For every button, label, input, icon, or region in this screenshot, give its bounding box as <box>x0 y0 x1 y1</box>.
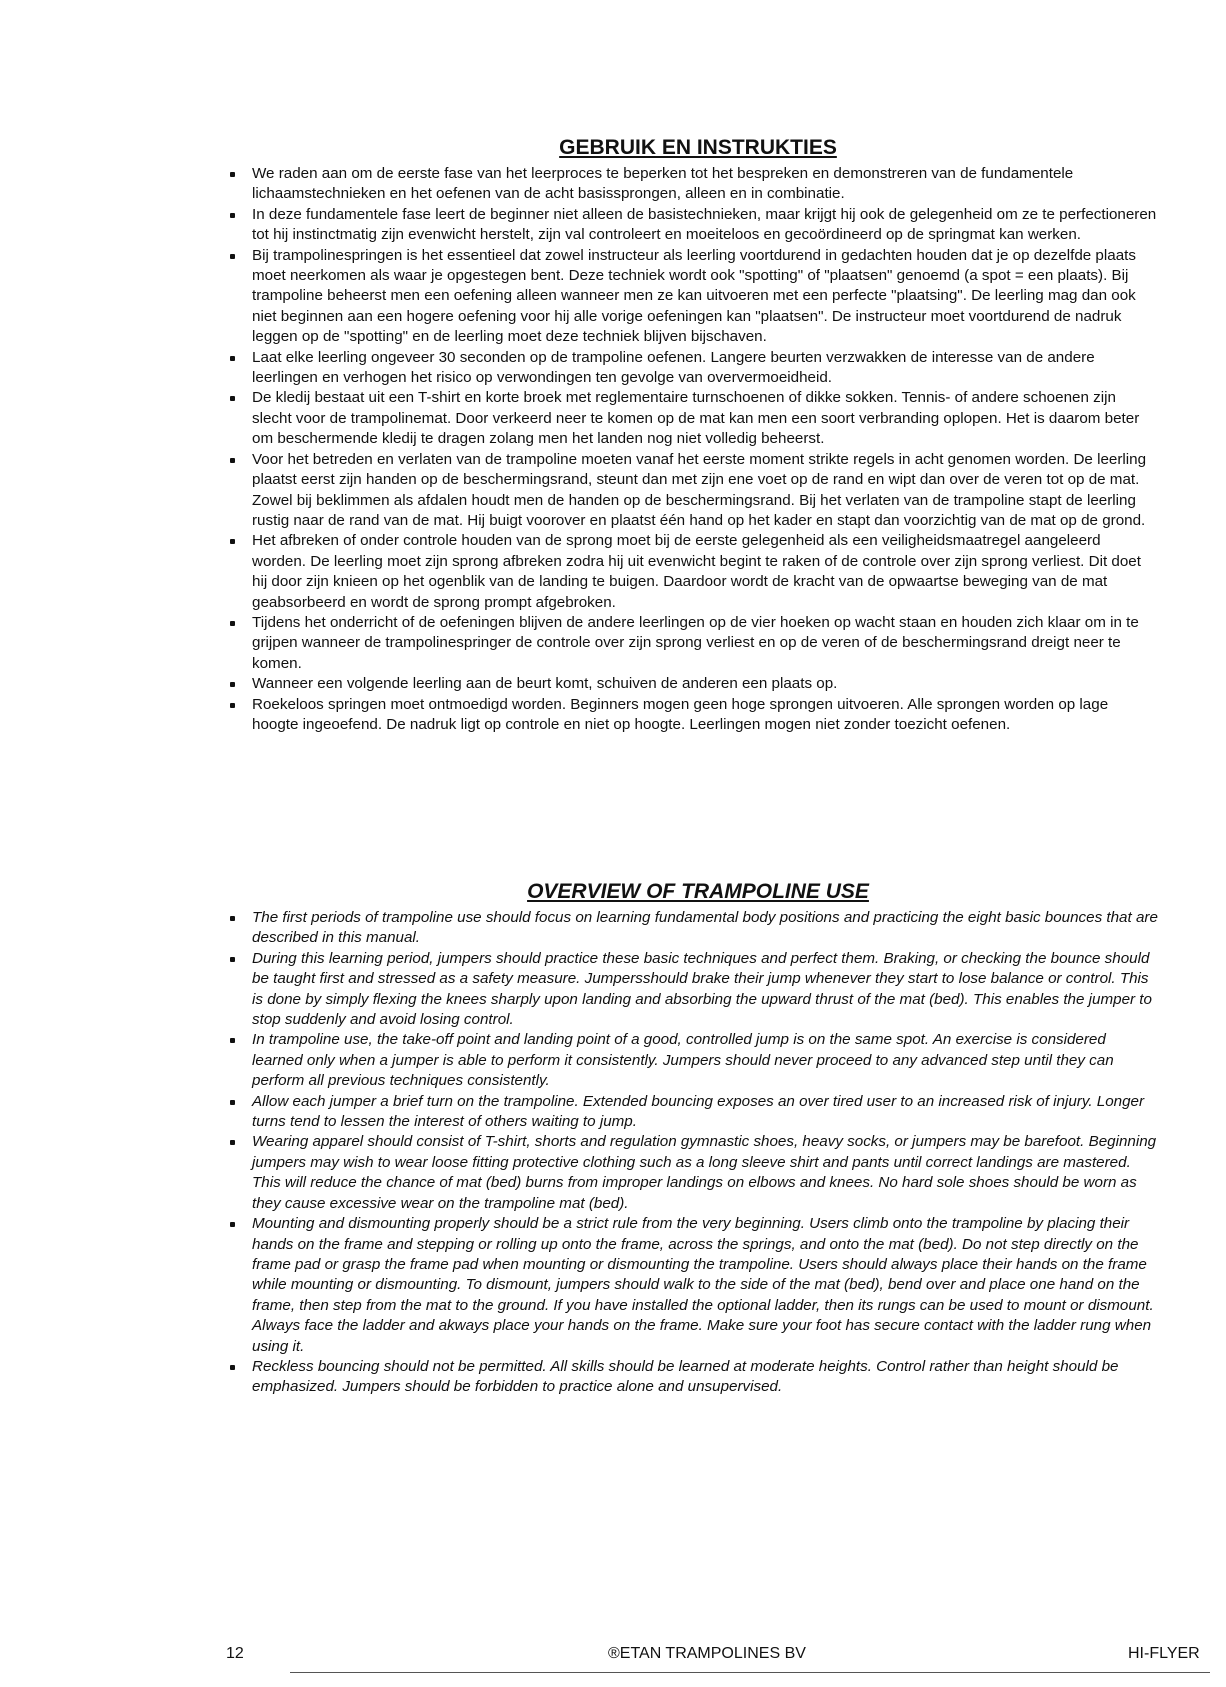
bullet-icon <box>230 621 235 626</box>
list-item: Tijdens het onderricht of de oefeningen blijven de andere leerlingen op de vier hoeken op wacht staan en houden zich klaar om in te grijpen wanneer de trampolinespringer de controle over zijn sprong verliest en op de veren of de beschermingsrand dreigt neer te komen. <box>218 613 1158 674</box>
list-item: De kledij bestaat uit een T-shirt en korte broek met reglementaire turnschoenen of dikke sokken. Tennis- of andere schoenen zijn slecht voor de trampolinemat. Door verkeerd neer te komen op de mat kan men een soort verbranding oplopen. Het is daarom beter om beschermende kledij te dragen zolang men het landen nog niet volledig beheerst. <box>218 388 1158 449</box>
bullet-icon <box>230 682 235 687</box>
bullet-icon <box>230 703 235 708</box>
list-item: Laat elke leerling ongeveer 30 seconden op de trampoline oefenen. Langere beurten verzwakken de interesse van de andere leerlingen en verhogen het risico op verwondingen ten gevolge van oververmoeidheid. <box>218 348 1158 389</box>
bullet-icon <box>230 458 235 463</box>
list-item: Reckless bouncing should not be permitted. All skills should be learned at moderate heights. Control rather than height should be emphasized. Jumpers should be forbidden to practice alone and unsupervised. <box>218 1357 1158 1398</box>
bullet-list-english <box>218 908 1158 1398</box>
section-english <box>218 880 1158 1398</box>
bullet-icon <box>230 1100 235 1105</box>
bullet-icon <box>230 172 235 177</box>
section-title-english: OVERVIEW OF TRAMPOLINE USE <box>527 880 869 903</box>
list-item: Voor het betreden en verlaten van de trampoline moeten vanaf het eerste moment strikte regels in acht genomen worden. De leerling plaatst eerst zijn handen op de beschermingsrand, steunt dan met zijn ene voet op de rand en wipt dan over de veren tot op de mat. Zowel bij beklimmen als afdalen houdt men de handen op de beschermingsrand. Bij het verlaten van de trampoline stapt de leerling rustig naar de rand van de mat. Hij buigt voorover en plaatst één hand op het kader en stapt dan voorzichtig van de mat op de grond. <box>218 450 1158 532</box>
list-item: Wearing apparel should consist of T-shirt, shorts and regulation gymnastic shoes, heavy socks, or jumpers may be barefoot. Beginning jumpers may wish to wear loose fitting protective clothing such as a long sleeve shirt and pants until correct landings are mastered. This will reduce the chance of mat (bed) burns from improper landings on elbows and knees. No hard sole shoes should be worn as they cause excessive wear on the trampoline mat (bed). <box>218 1132 1158 1214</box>
list-item: In trampoline use, the take-off point and landing point of a good, controlled jump is on the same spot. An exercise is considered learned only when a jumper is able to perform it consistently. Jumpers should never proceed to any advanced step until they can perform all previous techniques consistently. <box>218 1030 1158 1091</box>
bullet-icon <box>230 1365 235 1370</box>
list-item: During this learning period, jumpers should practice these basic techniques and perfect them. Braking, or checking the bounce should be taught first and stressed as a safety measure. Jumpersshould brake their jump whenever they start to lose balance or control. This is done by simply flexing the knees sharply upon landing and absorbing the upward thrust of the mat (bed). This enables the jumper to stop suddenly and avoid losing control. <box>218 949 1158 1031</box>
bullet-icon <box>230 539 235 544</box>
footer-divider <box>290 1672 1210 1673</box>
footer-brand: ®ETAN TRAMPOLINES BV <box>608 1645 806 1662</box>
bullet-icon <box>230 213 235 218</box>
bullet-icon <box>230 1140 235 1145</box>
bullet-icon <box>230 916 235 921</box>
list-item: Het afbreken of onder controle houden van de sprong moet bij de eerste gelegenheid als een veiligheidsmaatregel aangeleerd worden. De leerling moet zijn sprong afbreken zodra hij uit evenwicht begint te raken of de controle over zijn sprong verliest. Dit doet hij door zijn knieen op het ogenblik van de landing te buigen. Daardoor wordt de kracht van de opwaartse beweging van de mat geabsorbeerd en wordt de sprong prompt afgebroken. <box>218 531 1158 613</box>
bullet-icon <box>230 254 235 259</box>
list-item: Mounting and dismounting properly should be a strict rule from the very beginning. Users climb onto the trampoline by placing their hands on the frame and stepping or rolling up onto the frame, across the springs, and onto the mat (bed). Do not step directly on the frame pad or grasp the frame pad when mounting or dismounting the trampoline. Users should always place their hands on the frame while mounting or dismounting. To dismount, jumpers should walk to the side of the mat (bed), bend over and place one hand on the frame, then step from the mat to the ground. If you have installed the optional ladder, then its rungs can be used to mount or dismount. Always face the ladder and akways place your hands on the frame. Make sure your foot has secure contact with the ladder rung when using it. <box>218 1214 1158 1357</box>
bullet-icon <box>230 356 235 361</box>
section-dutch <box>218 136 1158 735</box>
bullet-icon <box>230 396 235 401</box>
bullet-icon <box>230 1038 235 1043</box>
list-item: In deze fundamentele fase leert de beginner niet alleen de basistechnieken, maar krijgt hij ook de gelegenheid om ze te perfectioneren tot hij instinctmatig zijn evenwicht herstelt, zijn val controleert en moeiteloos en gecoördineerd op de springmat kan werken. <box>218 205 1158 246</box>
list-item: The first periods of trampoline use should focus on learning fundamental body positions and practicing the eight basic bounces that are described in this manual. <box>218 908 1158 949</box>
section-title-dutch: GEBRUIK EN INSTRUKTIES <box>559 136 837 159</box>
footer-model: HI-FLYER <box>1128 1645 1200 1662</box>
bullet-list-dutch <box>218 164 1158 735</box>
list-item: Roekeloos springen moet ontmoedigd worden. Beginners mogen geen hoge sprongen uitvoeren. Alle sprongen worden op lage hoogte ingeoefend. De nadruk ligt op controle en niet op hoogte. Leerlingen mogen niet zonder toezicht oefenen. <box>218 695 1158 736</box>
list-item: Allow each jumper a brief turn on the trampoline. Extended bouncing exposes an over tired user to an increased risk of injury. Longer turns tend to lessen the interest of others waiting to jump. <box>218 1092 1158 1133</box>
bullet-icon <box>230 1222 235 1227</box>
list-item: We raden aan om de eerste fase van het leerproces te beperken tot het bespreken en demonstreren van de fundamentele lichaamstechnieken en het oefenen van de acht basissprongen, alleen en in combinatie. <box>218 164 1158 205</box>
list-item: Bij trampolinespringen is het essentieel dat zowel instructeur als leerling voortdurend in gedachten houden dat je op dezelfde plaats moet neerkomen als waar je opgestegen bent. Deze techniek wordt ook "spotting" of "plaatsen" genoemd (a spot = een plaats). Bij trampoline beheerst men een oefening alleen wanneer men ze kan uitvoeren met een perfecte "plaatsing". De leerling mag dan ook niet beginnen aan een hogere oefening voor hij alle vorige oefeningen kan "plaatsen". De instructeur moet voortdurend de nadruk leggen op de "spotting" en de leerling moet deze techniek blijven bijschaven. <box>218 246 1158 348</box>
list-item: Wanneer een volgende leerling aan de beurt komt, schuiven de anderen een plaats op. <box>218 674 1158 694</box>
page-number: 12 <box>226 1645 244 1662</box>
bullet-icon <box>230 957 235 962</box>
